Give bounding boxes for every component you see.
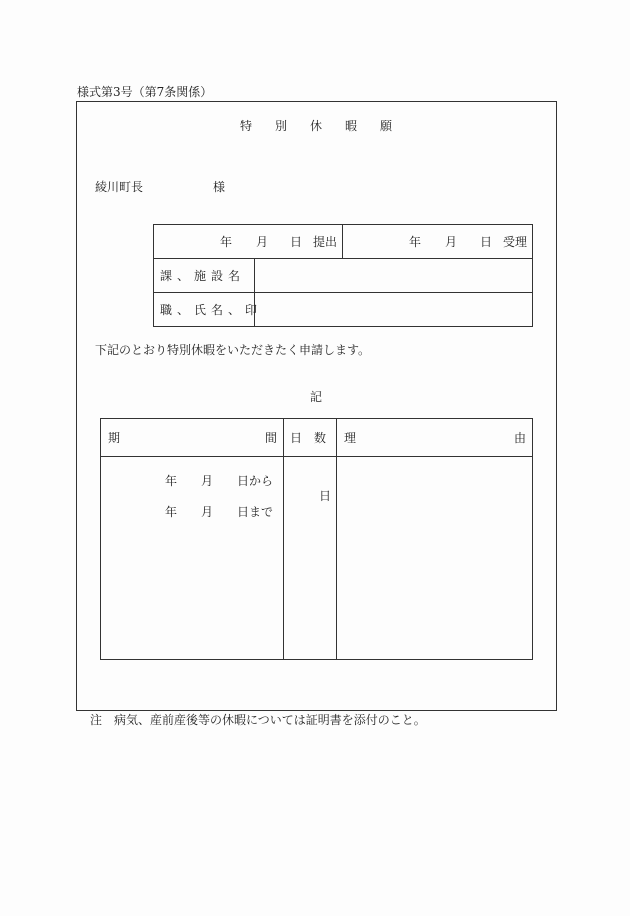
from-day: 日から [237, 474, 274, 488]
received-label: 受理 [503, 235, 528, 249]
received-day: 日 [480, 235, 493, 249]
to-month: 月 [201, 505, 214, 519]
title-name-seal-label: 職、氏名、印 [160, 303, 263, 317]
title-char: 暇 [345, 119, 358, 133]
col-divider [336, 418, 337, 660]
form-number: 様式第3号（第7条関係） [77, 85, 213, 99]
attachment-note: 注 病気、産前産後等の休暇については証明書を添付のこと。 [90, 713, 426, 727]
header-divider [100, 456, 533, 457]
received-month: 月 [445, 235, 458, 249]
addressee-honorific: 様 [213, 180, 226, 194]
received-year: 年 [409, 235, 422, 249]
col-divider [342, 224, 343, 258]
submitted-year: 年 [220, 235, 233, 249]
department-label: 課、施設名 [160, 269, 246, 283]
submitted-day: 日 [290, 235, 303, 249]
header-period-right: 間 [265, 431, 278, 445]
ki-heading: 記 [310, 390, 323, 404]
header-reason-left: 理 [344, 431, 357, 445]
detail-table-border [100, 418, 533, 660]
col-divider [283, 418, 284, 660]
submitted-label: 提出 [313, 235, 338, 249]
from-month: 月 [201, 474, 214, 488]
to-year: 年 [165, 505, 178, 519]
to-day: 日まで [237, 505, 274, 519]
submitted-month: 月 [256, 235, 269, 249]
title-char: 特 [240, 119, 253, 133]
title-char: 休 [310, 119, 323, 133]
row-divider [153, 292, 533, 293]
header-days: 日 数 [290, 431, 327, 445]
request-sentence: 下記のとおり特別休暇をいただきたく申請します。 [95, 343, 371, 357]
header-reason-right: 由 [514, 431, 527, 445]
title-char: 願 [380, 119, 393, 133]
addressee-name: 綾川町長 [95, 180, 144, 194]
days-unit: 日 [319, 489, 332, 503]
from-year: 年 [165, 474, 178, 488]
title-char: 別 [275, 119, 288, 133]
header-period-left: 期 [108, 431, 121, 445]
row-divider [153, 258, 533, 259]
